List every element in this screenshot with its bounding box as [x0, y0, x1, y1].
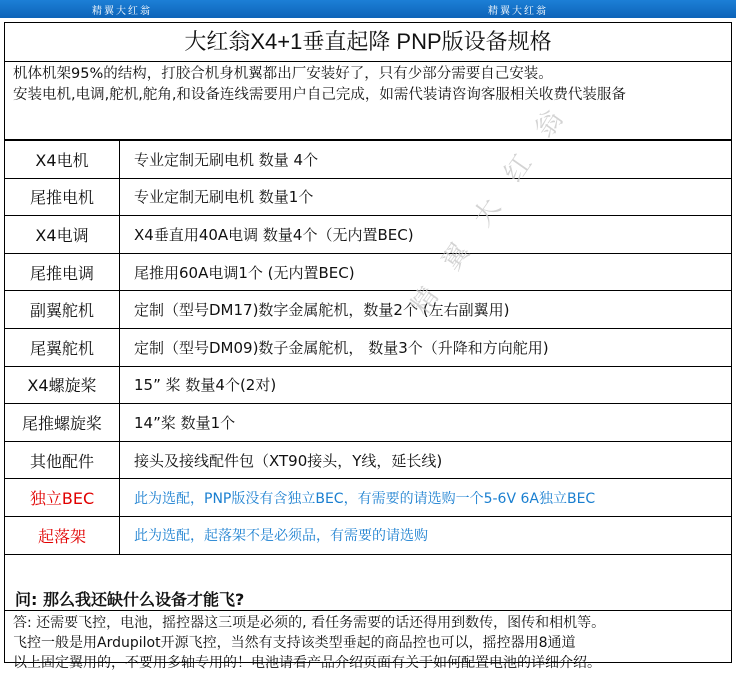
faq-section [5, 583, 731, 673]
faq-answer-line: 答: 还需要飞控，电池，摇控器这三项是必须的, 看任务需要的话还得用到数传，图传和相机等。 [13, 615, 606, 631]
watermark: 精翼大红翁 [405, 82, 586, 321]
table-row [5, 404, 731, 442]
faq-question: 问: 那么我还缺什么设备才能飞? [5, 583, 731, 611]
table-row [5, 441, 731, 479]
faq-answer [5, 611, 731, 673]
component-name: X4电机 [5, 141, 120, 178]
spec-sheet [4, 22, 732, 671]
table-row [5, 141, 731, 178]
component-name: X4电调 [5, 216, 120, 254]
intro-line: 安装电机,电调,舵机,舵角,和设备连线需要用户自己完成，如需代装请咨询客服相关收费代装服备 [13, 87, 626, 103]
component-spec: X4垂直用40A电调 数量4个（无内置BEC) [120, 216, 732, 254]
optional-component-note: 此为选配，起落架不是必须品，有需要的请选购 [120, 516, 732, 554]
component-name: X4螺旋桨 [5, 366, 120, 404]
table-row [5, 216, 731, 254]
page-title: 大红翁X4+1垂直起降 PNP版设备规格 [5, 23, 731, 62]
component-name: 尾推电机 [5, 178, 120, 216]
table-row [5, 366, 731, 404]
faq-answer-line: 以上固定翼用的，不要用多轴专用的！电池请看产品介绍页面有关于如何配置电池的详细介绍。 [13, 655, 601, 671]
optional-component-name: 独立BEC [5, 479, 120, 517]
table-row [5, 291, 731, 329]
component-spec: 接头及接线配件包（XT90接头，Y线，延长线) [120, 441, 732, 479]
component-spec: 15” 桨 数量4个(2对) [120, 366, 732, 404]
component-spec: 14”桨 数量1个 [120, 404, 732, 442]
component-name: 尾推电调 [5, 253, 120, 291]
component-name: 尾翼舵机 [5, 328, 120, 366]
component-spec: 定制（型号DM17)数字金属舵机，数量2个 (左右副翼用) [120, 291, 732, 329]
top-banner [0, 0, 736, 18]
table-row-optional [5, 516, 731, 554]
optional-component-name: 起落架 [5, 516, 120, 554]
component-spec: 专业定制无刷电机 数量1个 [120, 178, 732, 216]
table-row [5, 253, 731, 291]
intro-line: 机体机架95%的结构，打胶合机身机翼都出厂安装好了，只有少部分需要自己安装。 [13, 66, 553, 82]
optional-component-note: 此为选配，PNP版没有含独立BEC，有需要的请选购一个5-6V 6A独立BEC [120, 479, 732, 517]
component-spec: 专业定制无刷电机 数量 4个 [120, 141, 732, 178]
table-row-optional [5, 479, 731, 517]
faq-answer-line: 飞控一般是用Ardupilot开源飞控，当然有支持该类型垂起的商品控也可以，摇控器用8通道 [13, 635, 576, 651]
component-spec: 尾推用60A电调1个 (无内置BEC) [120, 253, 732, 291]
component-name: 副翼舵机 [5, 291, 120, 329]
component-spec: 定制（型号DM09)数子金属舵机， 数量3个（升降和方向舵用) [120, 328, 732, 366]
table-row [5, 328, 731, 366]
component-name: 尾推螺旋桨 [5, 404, 120, 442]
banner-brand-left: 精翼大红翁 [92, 6, 152, 17]
intro-text [5, 61, 731, 141]
component-name: 其他配件 [5, 441, 120, 479]
banner-brand-right: 精翼大红翁 [488, 6, 548, 17]
